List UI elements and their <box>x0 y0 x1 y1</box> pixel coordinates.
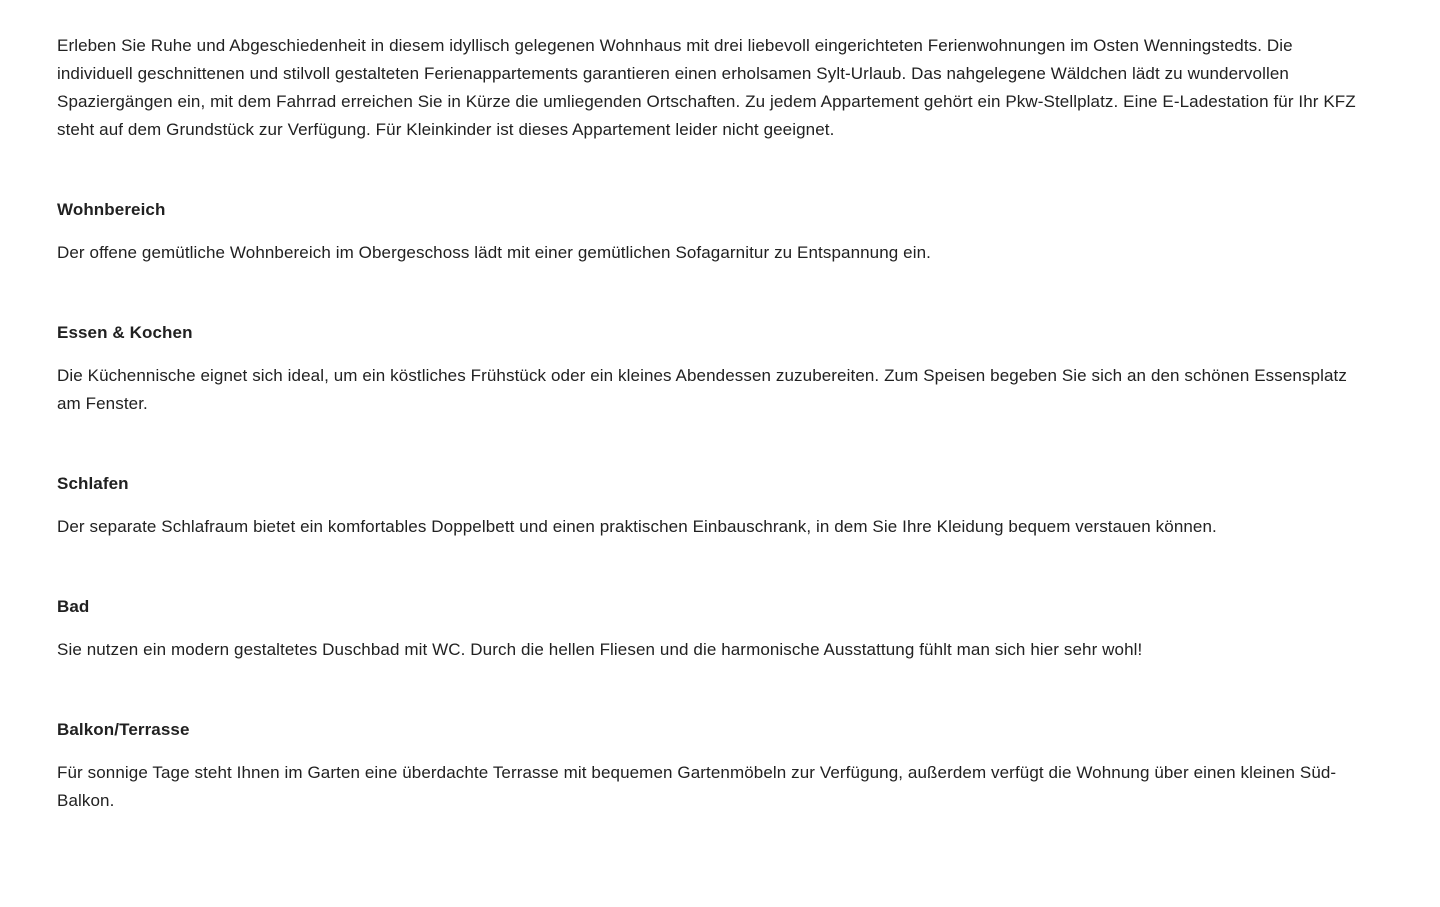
section-heading: Schlafen <box>57 474 129 493</box>
section-heading: Balkon/Terrasse <box>57 720 190 739</box>
intro-paragraph: Erleben Sie Ruhe und Abgeschiedenheit in diesem idyllisch gelegenen Wohnhaus mit drei liebevoll eingerichteten Ferienwohnungen im Osten Wenningstedts. Die individuell geschnittenen und stilvoll gestalteten Ferienappartements garantieren einen erholsamen Sylt-Urlaub. Das nahgelegene Wäldchen lädt zu wundervollen Spaziergängen ein, mit dem Fahrrad erreichen Sie in Kürze die umliegenden Ortschaften. Zu jedem Appartement gehört ein Pkw-Stellplatz. Eine E-Ladestation für Ihr KFZ steht auf dem Grundstück zur Verfügung. Für Kleinkinder ist dieses Appartement leider nicht geeignet. <box>57 36 1356 139</box>
section-body: Der separate Schlafraum bietet ein komfortables Doppelbett und einen praktischen Einbauschrank, in dem Sie Ihre Kleidung bequem verstauen können. <box>57 517 1217 536</box>
section-heading: Wohnbereich <box>57 200 166 219</box>
section-body: Der offene gemütliche Wohnbereich im Obergeschoss lädt mit einer gemütlichen Sofagarnitur zu Entspannung ein. <box>57 243 931 262</box>
section-body: Die Küchennische eignet sich ideal, um ein köstliches Frühstück oder ein kleines Abendessen zuzubereiten. Zum Speisen begeben Sie sich an den schönen Essensplatz am Fenster. <box>57 366 1347 413</box>
section-body: Für sonnige Tage steht Ihnen im Garten eine überdachte Terrasse mit bequemen Gartenmöbeln zur Verfügung, außerdem verfügt die Wohnung über einen kleinen Süd-Balkon. <box>57 763 1337 810</box>
section-heading: Essen & Kochen <box>57 323 193 342</box>
section-bad <box>57 593 1359 664</box>
document-content <box>57 32 1359 815</box>
section-balkon-terrasse <box>57 716 1359 815</box>
section-body: Sie nutzen ein modern gestaltetes Duschbad mit WC. Durch die hellen Fliesen und die harmonische Ausstattung fühlt man sich hier sehr wohl! <box>57 640 1143 659</box>
section-heading: Bad <box>57 597 90 616</box>
section-schlafen <box>57 470 1359 541</box>
section-wohnbereich <box>57 196 1359 267</box>
section-essen-kochen <box>57 319 1359 418</box>
